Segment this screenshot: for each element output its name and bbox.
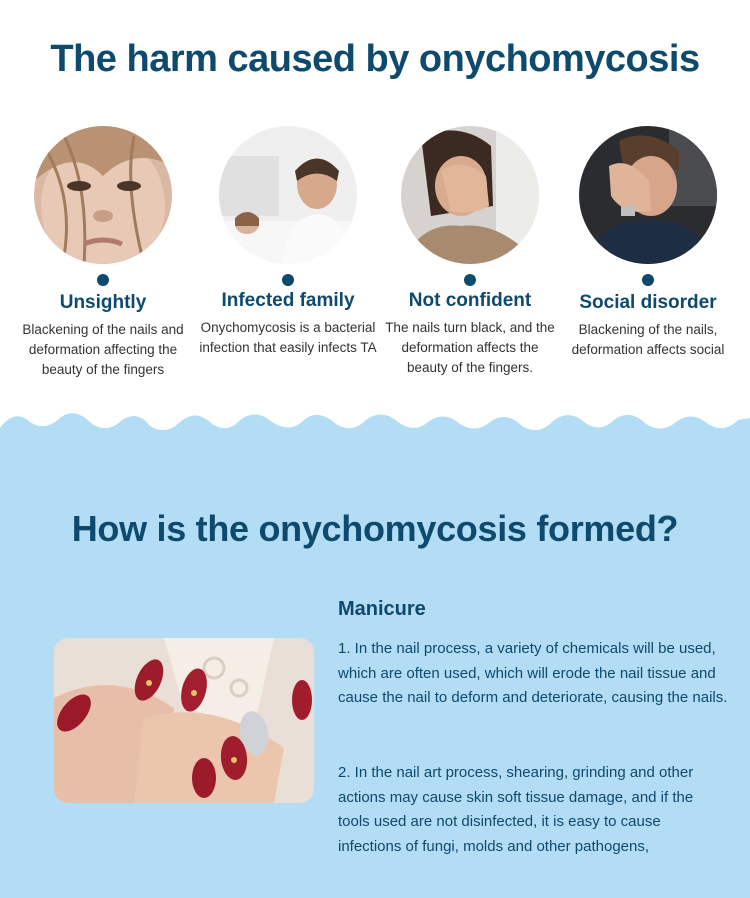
manicure-subheading: Manicure (338, 598, 426, 620)
harm-section-title: The harm caused by onychomycosis (50, 38, 700, 80)
card-marker-dot (464, 274, 476, 286)
stressed-man-photo (579, 126, 717, 264)
card-title: Social disorder (579, 292, 717, 313)
card-description: The nails turn black, and the deformation affects the beauty of the fingers. (385, 320, 555, 375)
manicure-paragraph-1: 1. In the nail process, a variety of chemicals will be used, which are often used, which will erode the nail tissue and cause the nail to deform and deteriorate, causing the nails. (338, 640, 728, 706)
card-description: Blackening of the nails and deformation affecting the beauty of the fingers (22, 322, 184, 377)
harm-card-unsightly (13, 126, 193, 380)
card-title: Unsightly (59, 292, 147, 313)
card-marker-dot (642, 274, 654, 286)
manicure-paragraph-2: 2. In the nail art process, shearing, grinding and other actions may cause skin soft tissue damage, and if the tools used are not disinfected, it is easy to cause infections of fungi, molds and other pathogens, (338, 764, 694, 855)
manicure-nails-photo (54, 638, 314, 803)
harm-card-not-confident (380, 126, 560, 378)
child-face-photo (34, 126, 172, 264)
couple-in-bed-photo (219, 126, 357, 264)
card-marker-dot (282, 274, 294, 286)
card-marker-dot (97, 274, 109, 286)
woman-covering-face-photo (401, 126, 539, 264)
torn-paper-divider (0, 400, 750, 450)
card-title: Infected family (221, 290, 355, 311)
card-description: Onychomycosis is a bacterial infection that easily infects TA (199, 320, 377, 355)
harm-card-social-disorder (558, 126, 738, 360)
card-description: Blackening of the nails, deformation affects social (571, 322, 725, 357)
formation-section-title: How is the onychomycosis formed? (71, 508, 679, 549)
card-title: Not confident (408, 290, 532, 311)
harm-card-infected-family (198, 126, 378, 358)
